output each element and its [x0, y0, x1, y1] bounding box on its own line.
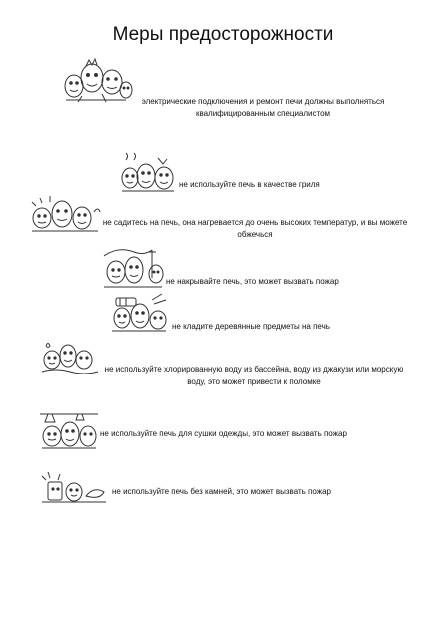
- item-text: не используйте хлорированную воду из бассейна, воду из джакузи или морскую воду, это может привести к поломке: [104, 365, 404, 386]
- item-text: не используйте печь без камней, это может вызвать пожар: [112, 487, 331, 496]
- item-text: не используйте печь для сушки одежды, это может вызвать пожар: [100, 429, 347, 438]
- item-text: не используйте печь в качестве гриля: [179, 180, 320, 189]
- sauna-stones-group-icon: [62, 56, 134, 104]
- item-text: электрические подключения и ремонт печи должны выполняться квалифицированным специалистом: [141, 97, 385, 118]
- sauna-stones-sitting-icon: [28, 192, 102, 234]
- item-text: не кладите деревянные предметы на печь: [172, 322, 330, 331]
- sauna-stones-steam-icon: [118, 152, 178, 194]
- sauna-stones-empty-icon: [38, 470, 110, 504]
- item-text: не садитесь на печь, она нагревается до очень высоких температур, и вы можете обжечься: [102, 218, 408, 239]
- sauna-stones-clothes-icon: [38, 406, 100, 450]
- sauna-stones-cover-icon: [100, 242, 166, 290]
- sauna-stones-water-icon: [40, 338, 100, 374]
- item-text: не накрывайте печь, это может вызвать пожар: [166, 277, 339, 286]
- sauna-stones-wood-icon: [108, 290, 170, 334]
- page-title: Меры предосторожности: [112, 24, 334, 45]
